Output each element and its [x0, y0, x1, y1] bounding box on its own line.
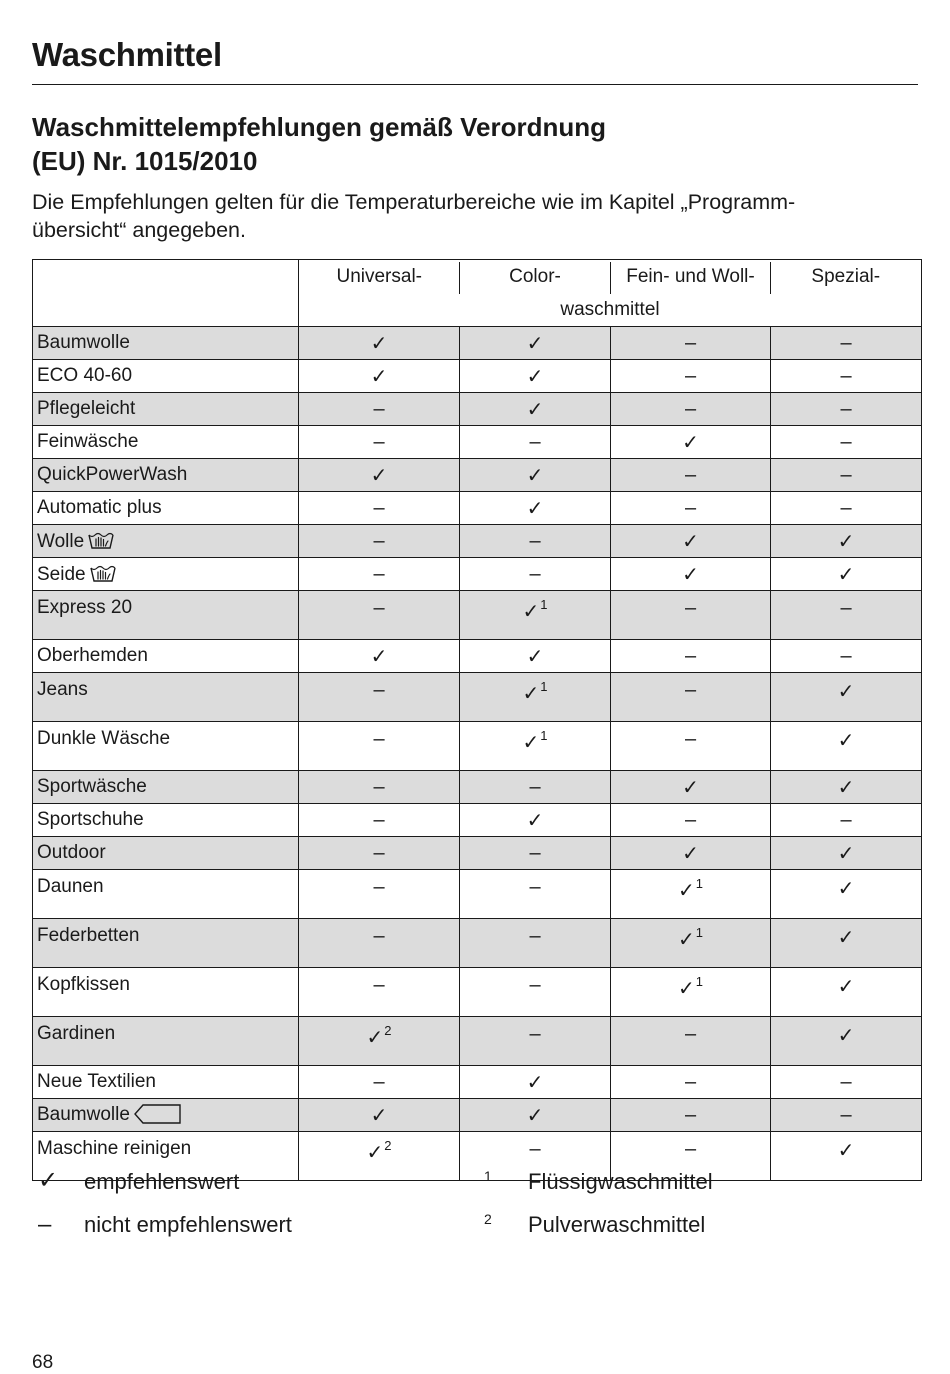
cell-color [460, 393, 611, 426]
check-icon: ✓ [678, 929, 695, 951]
check-icon: ✓ [837, 776, 855, 799]
tag-icon [134, 1104, 182, 1124]
cell-universal [299, 393, 460, 426]
cell-spezial [771, 722, 922, 771]
cell-fein-woll [611, 640, 771, 673]
cell-fein-woll [611, 426, 771, 459]
program-name [33, 558, 299, 591]
program-label: Seide [37, 563, 86, 585]
cell-spezial [771, 360, 922, 393]
program-name [33, 1017, 299, 1066]
dash-icon: – [373, 876, 385, 898]
cell-spezial [771, 771, 922, 804]
table-row [33, 722, 922, 771]
program-name [33, 771, 299, 804]
dash-icon: – [684, 1138, 697, 1160]
cell-spezial [771, 492, 922, 525]
check-icon: ✓ [837, 927, 855, 949]
legend-no-label: nicht empfehlenswert [84, 1212, 292, 1237]
footnote-marker: 1 [540, 728, 548, 743]
program-name [33, 1066, 299, 1099]
program-name [33, 591, 299, 640]
table-row [33, 558, 922, 591]
cell-fein-woll [611, 591, 771, 640]
table-row [33, 426, 922, 459]
cell-color [460, 459, 611, 492]
cell-color [460, 327, 611, 360]
table-row [33, 968, 922, 1017]
program-label: ECO 40-60 [37, 365, 133, 386]
cell-fein-woll [611, 1017, 771, 1066]
cell-universal [299, 591, 460, 640]
cell-fein-woll [611, 968, 771, 1017]
cell-color [460, 673, 611, 722]
section-heading-line1: Waschmittelempfehlungen gemäß Verordnung [32, 112, 606, 142]
cell-universal [299, 327, 460, 360]
program-label: Sportwäsche [37, 776, 147, 797]
dash-icon: – [840, 463, 852, 486]
cell-fein-woll [611, 870, 771, 919]
table-row [33, 327, 922, 360]
cell-universal [299, 1017, 460, 1066]
program-name [33, 525, 299, 558]
column-header-fein-woll: Fein- und Woll- [611, 260, 771, 295]
page-number: 68 [32, 1352, 54, 1373]
dash-icon: – [373, 775, 385, 798]
cell-spezial [771, 640, 922, 673]
cell-spezial [771, 1132, 922, 1181]
program-name [33, 459, 299, 492]
cell-color [460, 591, 611, 640]
check-icon: ✓ [837, 563, 855, 586]
program-label: Neue Textilien [37, 1071, 157, 1092]
program-name [33, 492, 299, 525]
check-icon: ✓ [526, 809, 544, 832]
program-label: QuickPowerWash [37, 464, 188, 485]
cell-universal [299, 673, 460, 722]
dash-icon: – [684, 808, 697, 831]
dash-icon: – [840, 808, 852, 831]
program-label: Express 20 [37, 597, 133, 618]
dash-icon: – [684, 597, 697, 619]
dash-icon: – [529, 876, 541, 898]
column-header-universal: Universal- [299, 260, 460, 295]
dash-icon: – [529, 562, 541, 585]
dash-icon: – [840, 430, 852, 453]
table-row [33, 525, 922, 558]
program-name [33, 837, 299, 870]
footnote-marker: 1 [540, 679, 548, 694]
cell-color [460, 771, 611, 804]
check-icon: ✓ [522, 683, 540, 705]
program-name [33, 804, 299, 837]
dash-icon: – [373, 841, 385, 864]
program-label: Feinwäsche [37, 431, 139, 452]
dash-icon: – [684, 728, 697, 750]
cell-universal [299, 640, 460, 673]
program-label: Gardinen [37, 1023, 116, 1044]
table-row [33, 771, 922, 804]
cell-universal [299, 1132, 460, 1181]
cell-fein-woll [611, 1066, 771, 1099]
dash-icon: – [840, 364, 852, 387]
dash-icon: – [684, 1070, 697, 1093]
cell-fein-woll [611, 919, 771, 968]
check-icon: ✓ [682, 842, 699, 865]
table-row [33, 393, 922, 426]
table-row [33, 640, 922, 673]
dash-icon: – [373, 925, 385, 947]
check-icon: ✓ [837, 1025, 855, 1047]
check-icon: ✓ [370, 645, 388, 668]
check-icon: ✓ [837, 530, 855, 553]
cell-spezial [771, 426, 922, 459]
table-row [33, 1099, 922, 1132]
dash-icon: – [373, 1070, 385, 1093]
check-icon: ✓ [837, 681, 855, 703]
program-label: Kopfkissen [37, 974, 130, 995]
dash-icon: – [840, 1103, 852, 1126]
check-icon: ✓ [837, 1140, 855, 1162]
program-label: Automatic plus [37, 497, 162, 518]
cell-spezial [771, 837, 922, 870]
dash-icon: – [684, 463, 697, 486]
dash-icon: – [529, 775, 541, 798]
cell-spezial [771, 558, 922, 591]
program-name [33, 426, 299, 459]
table-row [33, 591, 922, 640]
check-icon: ✓ [837, 878, 855, 900]
cell-color [460, 1066, 611, 1099]
cell-fein-woll [611, 492, 771, 525]
cell-spezial [771, 459, 922, 492]
program-name [33, 393, 299, 426]
intro-line2: übersicht“ angegeben. [32, 218, 246, 242]
cell-fein-woll [611, 673, 771, 722]
dash-icon: – [684, 364, 697, 387]
check-icon: ✓ [526, 464, 544, 487]
footnote-1-number: 1 [484, 1168, 492, 1184]
dash-icon: – [684, 496, 697, 519]
program-label: Wolle [37, 530, 85, 552]
cell-spezial [771, 525, 922, 558]
cell-color [460, 558, 611, 591]
table-row [33, 919, 922, 968]
dash-icon: – [529, 529, 541, 552]
footnote-1-label: Flüssigwaschmittel [528, 1169, 713, 1194]
cell-color [460, 492, 611, 525]
footnote-marker: 1 [695, 925, 703, 940]
check-icon: ✓ [522, 601, 540, 623]
program-name [33, 327, 299, 360]
intro-line1: Die Empfehlungen gelten für die Temperaturbereiche wie im Kapitel „Programm- [32, 190, 796, 214]
cell-universal [299, 771, 460, 804]
cell-color [460, 525, 611, 558]
program-label: Baumwolle [37, 1104, 130, 1125]
cell-fein-woll [611, 459, 771, 492]
cell-universal [299, 459, 460, 492]
check-icon: ✓ [526, 365, 544, 388]
program-name [33, 870, 299, 919]
program-label: Maschine reinigen [37, 1138, 192, 1159]
check-icon: ✓ [682, 776, 699, 799]
cell-universal [299, 558, 460, 591]
footnote-marker: 2 [384, 1023, 392, 1038]
cell-color [460, 837, 611, 870]
footnote-marker: 1 [695, 974, 703, 989]
table-row [33, 459, 922, 492]
dash-icon: – [373, 397, 385, 420]
dash-icon: – [840, 644, 852, 667]
check-icon: ✓ [526, 398, 544, 421]
cell-spezial [771, 1099, 922, 1132]
cell-fein-woll [611, 393, 771, 426]
footnote-marker: 1 [540, 597, 548, 612]
check-icon: ✓ [526, 332, 544, 355]
section-heading-line2: (EU) Nr. 1015/2010 [32, 146, 258, 176]
cell-fein-woll [611, 360, 771, 393]
cell-universal [299, 804, 460, 837]
table-row [33, 1017, 922, 1066]
check-icon: ✓ [370, 464, 388, 487]
column-header-color: Color- [460, 260, 611, 295]
cell-color [460, 640, 611, 673]
column-header-suffix: waschmittel [299, 294, 922, 327]
program-name [33, 640, 299, 673]
program-label: Daunen [37, 876, 104, 897]
cell-color [460, 426, 611, 459]
check-icon: ✓ [678, 978, 695, 1000]
cell-fein-woll [611, 525, 771, 558]
header-corner [33, 260, 299, 327]
dash-icon: – [529, 925, 541, 947]
cell-color [460, 1099, 611, 1132]
cell-spezial [771, 804, 922, 837]
program-name [33, 968, 299, 1017]
page-title: Waschmittel [32, 36, 222, 73]
dash-icon: – [529, 1138, 541, 1160]
cell-color [460, 919, 611, 968]
table-row [33, 492, 922, 525]
dash-icon: – [373, 562, 385, 585]
dash-icon: – [684, 644, 697, 667]
dash-icon: – [840, 331, 852, 354]
table-row [33, 804, 922, 837]
dash-icon: – [373, 728, 385, 750]
dash-icon: – [373, 808, 385, 831]
program-name [33, 722, 299, 771]
cell-universal [299, 870, 460, 919]
program-label: Baumwolle [37, 332, 130, 353]
dash-icon: – [373, 679, 385, 701]
cell-spezial [771, 1066, 922, 1099]
cell-fein-woll [611, 804, 771, 837]
program-label: Jeans [37, 679, 88, 700]
check-icon: ✓ [682, 530, 699, 553]
legend-yes-symbol: ✓ [38, 1167, 59, 1194]
program-label: Sportschuhe [37, 809, 144, 830]
cell-color [460, 360, 611, 393]
cell-universal [299, 722, 460, 771]
cell-spezial [771, 393, 922, 426]
check-icon: ✓ [370, 365, 388, 388]
dash-icon: – [840, 496, 852, 519]
dash-icon: – [840, 1070, 852, 1093]
dash-icon: – [684, 397, 697, 420]
dash-icon: – [840, 397, 852, 420]
cell-spezial [771, 870, 922, 919]
cell-spezial [771, 968, 922, 1017]
cell-universal [299, 426, 460, 459]
cell-universal [299, 360, 460, 393]
cell-spezial [771, 919, 922, 968]
cell-fein-woll [611, 1099, 771, 1132]
dash-icon: – [684, 679, 697, 701]
program-label: Federbetten [37, 925, 140, 946]
footnote-marker: 2 [384, 1138, 392, 1153]
check-icon: ✓ [526, 1104, 544, 1127]
dash-icon: – [529, 430, 541, 453]
cell-universal [299, 968, 460, 1017]
legend-no-symbol: – [38, 1211, 52, 1238]
dash-icon: – [373, 597, 385, 619]
check-icon: ✓ [522, 732, 540, 754]
table-row [33, 360, 922, 393]
program-name [33, 919, 299, 968]
dash-icon: – [373, 529, 385, 552]
intro-text [32, 188, 912, 244]
program-label: Outdoor [37, 842, 106, 863]
dash-icon: – [529, 1023, 541, 1045]
dash-icon: – [840, 597, 852, 619]
footnote-marker: 1 [695, 876, 703, 891]
cell-fein-woll [611, 722, 771, 771]
cell-spezial [771, 1017, 922, 1066]
check-icon: ✓ [682, 431, 699, 454]
dash-icon: – [373, 496, 385, 519]
detergent-table [32, 259, 922, 1181]
cell-fein-woll [611, 327, 771, 360]
check-icon: ✓ [366, 1142, 384, 1164]
cell-spezial [771, 591, 922, 640]
check-icon: ✓ [526, 645, 544, 668]
cell-color [460, 722, 611, 771]
cell-universal [299, 837, 460, 870]
check-icon: ✓ [682, 563, 699, 586]
program-name [33, 360, 299, 393]
check-icon: ✓ [837, 976, 855, 998]
dash-icon: – [373, 974, 385, 996]
cell-color [460, 968, 611, 1017]
cell-universal [299, 525, 460, 558]
table-row [33, 870, 922, 919]
check-icon: ✓ [366, 1027, 384, 1049]
program-name [33, 673, 299, 722]
check-icon: ✓ [837, 730, 855, 752]
dash-icon: – [684, 331, 697, 354]
cell-color [460, 870, 611, 919]
handwash-icon [90, 563, 116, 583]
cell-color [460, 804, 611, 837]
column-header-spezial: Spezial- [771, 260, 922, 295]
cell-spezial [771, 327, 922, 360]
table-row [33, 837, 922, 870]
program-label: Oberhemden [37, 645, 148, 666]
cell-color [460, 1017, 611, 1066]
footnote-2-number: 2 [484, 1211, 492, 1227]
section-heading [32, 110, 892, 178]
check-icon: ✓ [678, 880, 695, 902]
dash-icon: – [529, 841, 541, 864]
program-label: Dunkle Wäsche [37, 728, 171, 749]
cell-universal [299, 492, 460, 525]
check-icon: ✓ [526, 1071, 544, 1094]
program-name [33, 1099, 299, 1132]
table-row [33, 1066, 922, 1099]
cell-universal [299, 1099, 460, 1132]
cell-universal [299, 1066, 460, 1099]
check-icon: ✓ [370, 1104, 388, 1127]
check-icon: ✓ [370, 332, 388, 355]
dash-icon: – [529, 974, 541, 996]
table-row [33, 673, 922, 722]
title-rule [32, 84, 918, 85]
handwash-icon [88, 530, 114, 550]
cell-fein-woll [611, 558, 771, 591]
cell-fein-woll [611, 771, 771, 804]
dash-icon: – [684, 1023, 697, 1045]
footnote-2-label: Pulverwaschmittel [528, 1212, 706, 1237]
cell-spezial [771, 673, 922, 722]
check-icon: ✓ [526, 497, 544, 520]
legend-yes-label: empfehlenswert [84, 1169, 240, 1194]
check-icon: ✓ [837, 842, 855, 865]
cell-fein-woll [611, 837, 771, 870]
dash-icon: – [684, 1103, 697, 1126]
program-label: Pflegeleicht [37, 398, 136, 419]
dash-icon: – [373, 430, 385, 453]
cell-universal [299, 919, 460, 968]
